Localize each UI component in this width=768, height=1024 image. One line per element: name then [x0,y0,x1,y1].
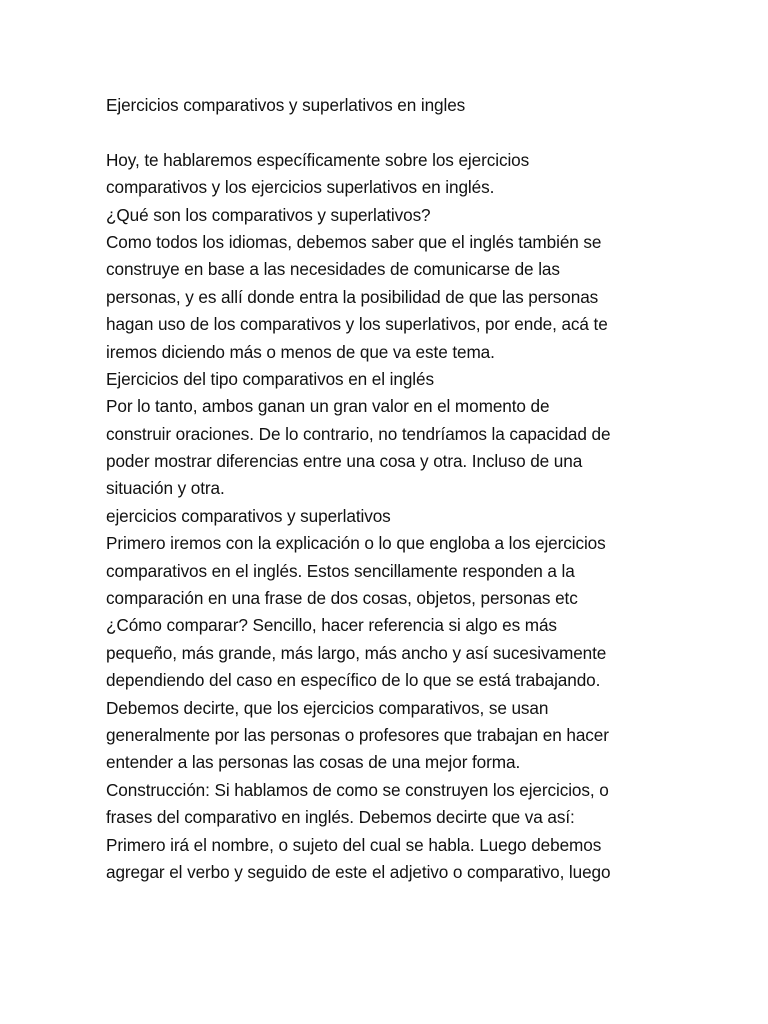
text-line: dependiendo del caso en específico de lo que se está trabajando. [106,670,601,691]
text-line: pequeño, más grande, más largo, más ancho y así sucesivamente [106,642,607,663]
text-line: construye en base a las necesidades de comunicarse de las [106,259,560,280]
section-heading: ¿Qué son los comparativos y superlativos? [106,204,431,225]
text-line: Hoy, te hablaremos específicamente sobre los ejercicios [106,149,530,170]
text-line: comparativos y los ejercicios superlativos en inglés. [106,177,495,198]
section-heading: Ejercicios del tipo comparativos en el inglés [106,368,434,389]
text-line: Por lo tanto, ambos ganan un gran valor en el momento de [106,396,550,417]
text-line: Construcción: Si hablamos de como se construyen los ejercicios, o [106,779,609,800]
text-line: construir oraciones. De lo contrario, no tendríamos la capacidad de [106,423,611,444]
text-line: agregar el verbo y seguido de este el adjetivo o comparativo, luego [106,861,611,882]
document-body [106,92,666,886]
text-line: Como todos los idiomas, debemos saber que el inglés también se [106,231,602,252]
text-line: ¿Cómo comparar? Sencillo, hacer referencia si algo es más [106,615,557,636]
section-heading: ejercicios comparativos y superlativos [106,505,391,526]
text-line: personas, y es allí donde entra la posibilidad de que las personas [106,286,599,307]
text-line: comparación en una frase de dos cosas, objetos, personas etc [106,588,578,609]
text-line: Primero irá el nombre, o sujeto del cual se habla. Luego debemos [106,834,602,855]
document-title: Ejercicios comparativos y superlativos en ingles [106,95,466,115]
text-line: comparativos en el inglés. Estos sencillamente responden a la [106,560,575,581]
text-line: hagan uso de los comparativos y los superlativos, por ende, acá te [106,314,608,335]
text-line: entender a las personas las cosas de una mejor forma. [106,752,521,773]
text-line: situación y otra. [106,478,225,499]
text-line: iremos diciendo más o menos de que va este tema. [106,341,495,362]
text-line: Primero iremos con la explicación o lo que engloba a los ejercicios [106,533,606,554]
blank-line [106,119,666,146]
text-line: generalmente por las personas o profesores que trabajan en hacer [106,724,609,745]
text-line: frases del comparativo en inglés. Debemos decirte que va así: [106,807,575,828]
text-line: poder mostrar diferencias entre una cosa y otra. Incluso de una [106,451,583,472]
text-line: Debemos decirte, que los ejercicios comparativos, se usan [106,697,549,718]
